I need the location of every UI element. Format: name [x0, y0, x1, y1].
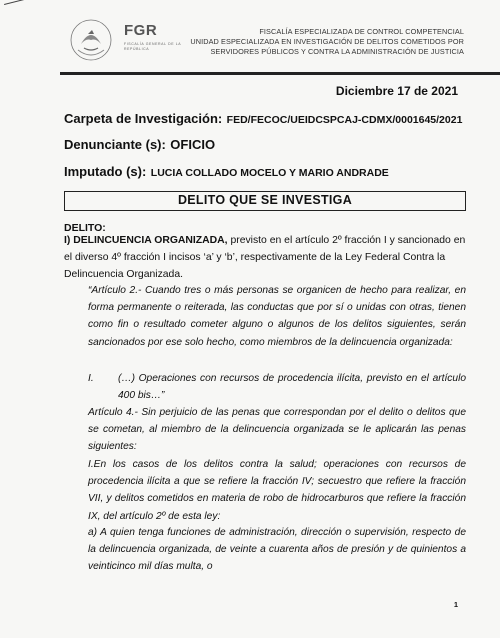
- unit-line-1: FISCALÍA ESPECIALIZADA DE CONTROL COMPETENCIAL: [259, 27, 464, 36]
- item-text: (…) Operaciones con recursos de procedencia ilícita, previsto en el artículo 400 bis…”: [118, 373, 466, 402]
- unit-line-2: UNIDAD ESPECIALIZADA EN INVESTIGACIÓN DE DELITOS COMETIDOS POR: [190, 37, 464, 46]
- page-number: 1: [453, 600, 458, 609]
- carpeta-line: [64, 110, 462, 128]
- delito-line-1: previsto en el artículo 2º fracción I y sancionado en: [227, 235, 466, 246]
- crime-name: I) DELINCUENCIA ORGANIZADA,: [64, 235, 228, 246]
- delito-heading: DELITO:: [64, 222, 106, 234]
- denunciante-label: Denunciante (s):: [64, 137, 166, 152]
- delito-line-3: Delincuencia Organizada.: [64, 269, 183, 281]
- mexico-seal-icon: [66, 18, 116, 62]
- document-date: Diciembre 17 de 2021: [335, 84, 458, 98]
- imputado-line: [64, 163, 389, 181]
- imputado-label: Imputado (s):: [64, 164, 147, 179]
- fgr-short-name: FGR: [124, 22, 158, 39]
- unit-header: [164, 27, 464, 57]
- inciso-a-text: a) A quien tenga funciones de administración, dirección o supervisión, respecto de la delincuencia organizada, de veinte a cuarenta años de presión y de quinientos a veinticinco mil días multa, o: [88, 527, 466, 573]
- delito-line-2: el diverso 4º fracción I incisos ‘a’ y ‘b’, respectivamente de la Ley Federal Contra la: [64, 252, 446, 264]
- denunciante-value: OFICIO: [170, 137, 216, 152]
- unit-line-3: SERVIDORES PÚBLICOS Y CONTRA LA ADMINISTRACIÓN DE JUSTICIA: [210, 47, 464, 56]
- imputado-value: LUCIA COLLADO MOCELO Y MARIO ANDRADE: [150, 167, 389, 179]
- delito-paragraph: [64, 232, 466, 284]
- item-number: I.: [88, 373, 94, 384]
- header-rule: [60, 72, 500, 75]
- article-2-quote: “Artículo 2.- Cuando tres o más personas se organicen de hecho para realizar, en forma permanente o reiterada, las conductas que por sí o unidas con otras, tienen como fin o resultado cometer alguno o algunos de los delitos siguientes, serán sancionados por ese solo hecho, como miembros de la delincuencia organizada:: [88, 285, 466, 348]
- section-title: DELITO QUE SE INVESTIGA: [64, 191, 466, 211]
- fgr-long-name: FISCALÍA GENERAL DE LA REPÚBLICA: [124, 42, 182, 51]
- denunciante-line: [64, 136, 215, 154]
- corner-mark: [4, 0, 34, 14]
- carpeta-value: FED/FECOC/UEIDCSPCAJ-CDMX/0001645/2021: [226, 114, 463, 126]
- carpeta-label: Carpeta de Investigación:: [64, 111, 223, 126]
- fraccion-1-text: I.En los casos de los delitos contra la salud; operaciones con recursos de procedencia ilícita a que se refiere la fracción IV; secuestro que refiere la fracción VII, y delitos cometidos en materia de robo de hidrocarburos que refiere la fracción IX, del artículo 2º de esta ley:: [88, 459, 466, 522]
- article-4-quote: Artículo 4.- Sin perjuicio de las penas que correspondan por el delito o delitos que se cometan, al miembro de la delincuencia organizada se le aplicarán las penas siguientes:: [88, 407, 466, 453]
